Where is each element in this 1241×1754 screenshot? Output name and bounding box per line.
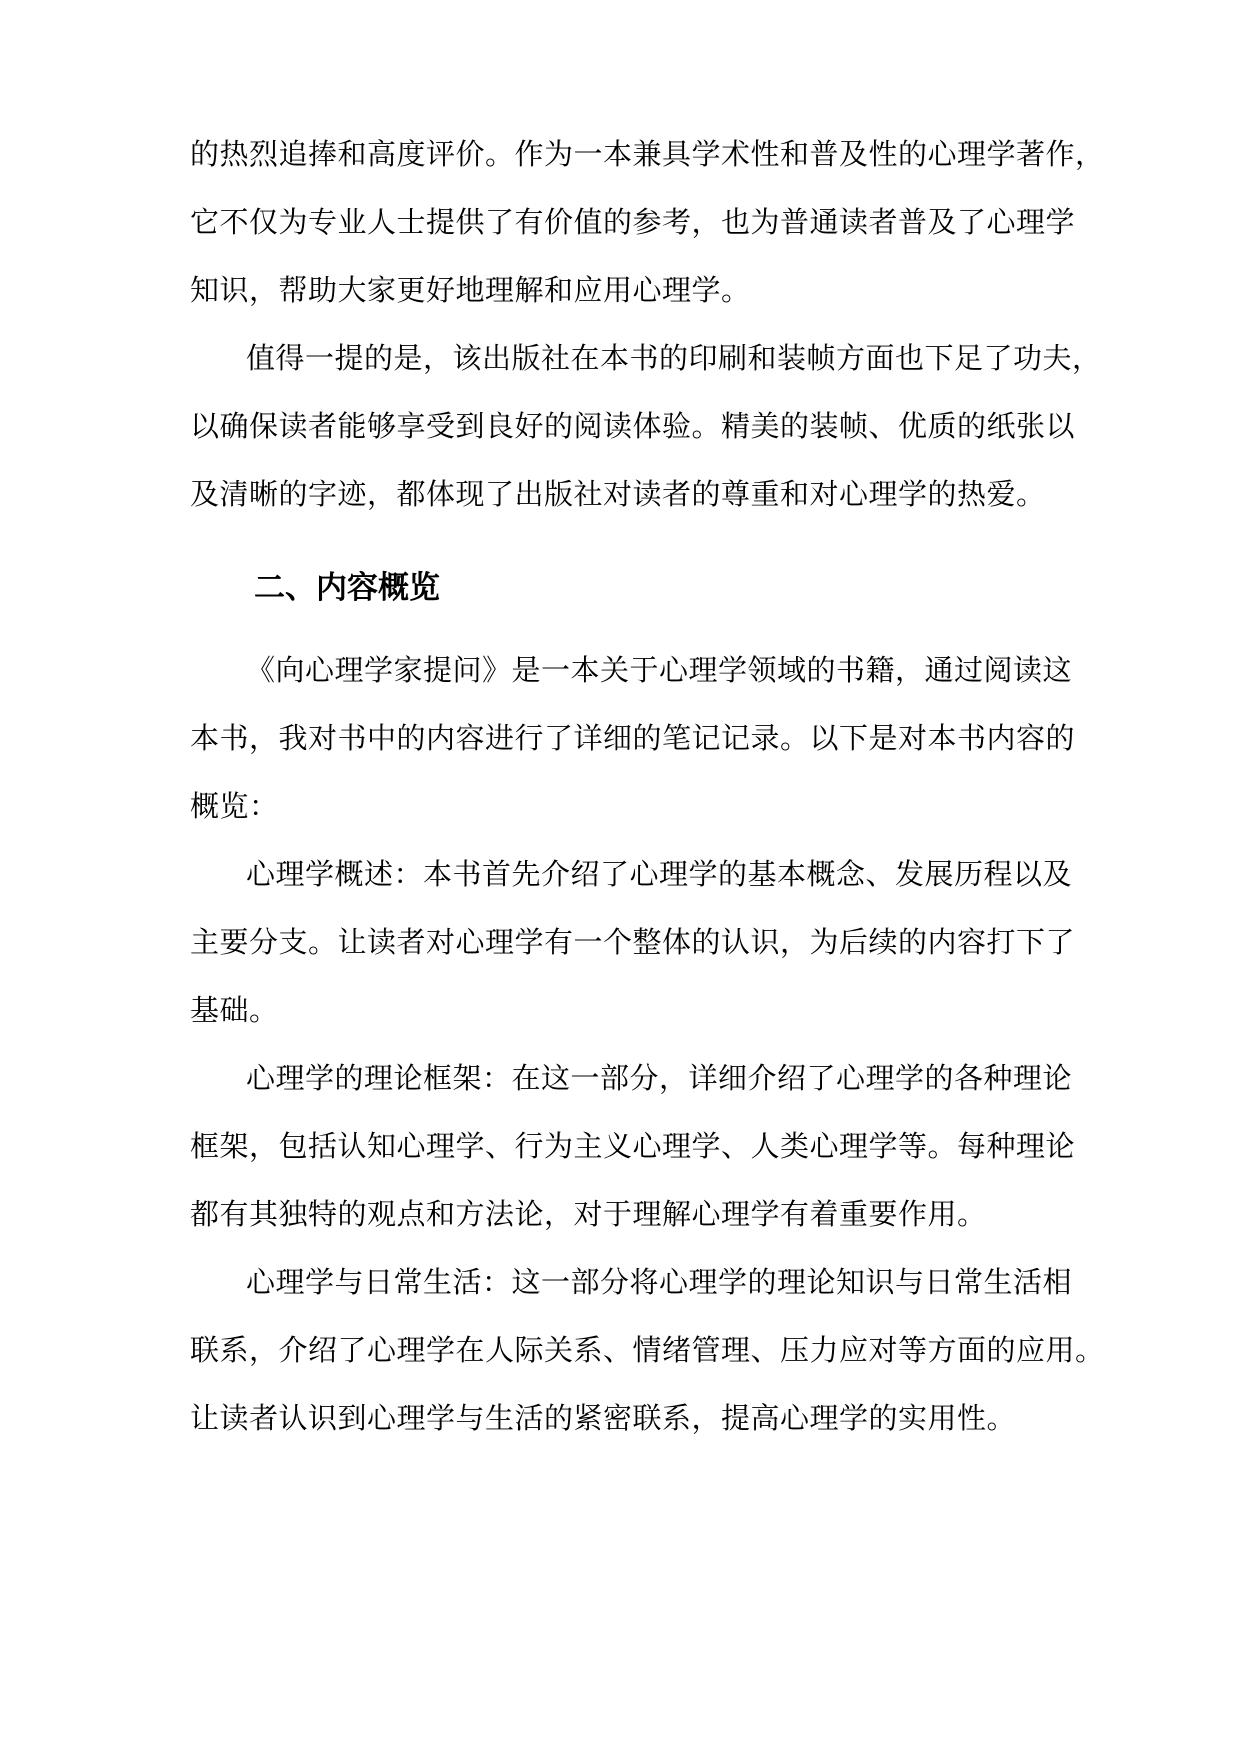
section-paragraph-1-line-3: 概览： xyxy=(190,789,279,823)
section-paragraph-4-line-2: 联系，介绍了心理学在人际关系、情绪管理、压力应对等方面的应用。 xyxy=(190,1333,1105,1367)
paragraph-1-line-1: 的热烈追捧和高度评价。作为一本兼具学术性和普及性的心理学著作， xyxy=(190,137,1105,171)
section-paragraph-3-line-3: 都有其独特的观点和方法论，对于理解心理学有着重要作用。 xyxy=(190,1197,987,1231)
paragraph-1-line-2: 它不仅为专业人士提供了有价值的参考，也为普通读者普及了心理学 xyxy=(190,205,1076,239)
paragraph-2-line-3: 及清晰的字迹，都体现了出版社对读者的尊重和对心理学的热爱。 xyxy=(190,477,1046,511)
paragraph-2-line-1: 值得一提的是，该出版社在本书的印刷和装帧方面也下足了功夫， xyxy=(246,341,1102,375)
section-paragraph-1-line-2: 本书，我对书中的内容进行了详细的笔记记录。以下是对本书内容的 xyxy=(190,721,1076,755)
section-paragraph-2-line-3: 基础。 xyxy=(190,993,279,1027)
section-paragraph-3-line-2: 框架，包括认知心理学、行为主义心理学、人类心理学等。每种理论 xyxy=(190,1129,1076,1163)
paragraph-2-line-2: 以确保读者能够享受到良好的阅读体验。精美的装帧、优质的纸张以 xyxy=(190,409,1076,443)
section-paragraph-4-line-1: 心理学与日常生活：这一部分将心理学的理论知识与日常生活相 xyxy=(246,1265,1073,1299)
paragraph-1-line-3: 知识，帮助大家更好地理解和应用心理学。 xyxy=(190,273,751,307)
section-paragraph-2-line-1: 心理学概述：本书首先介绍了心理学的基本概念、发展历程以及 xyxy=(246,857,1073,891)
section-paragraph-1-line-1: 《向心理学家提问》是一本关于心理学领域的书籍，通过阅读这 xyxy=(246,653,1073,687)
section-paragraph-4-line-3: 让读者认识到心理学与生活的紧密联系，提高心理学的实用性。 xyxy=(190,1401,1017,1435)
section-paragraph-2-line-2: 主要分支。让读者对心理学有一个整体的认识，为后续的内容打下了 xyxy=(190,925,1076,959)
section-paragraph-3-line-1: 心理学的理论框架：在这一部分，详细介绍了心理学的各种理论 xyxy=(246,1061,1073,1095)
section-heading: 二、内容概览 xyxy=(254,570,440,606)
